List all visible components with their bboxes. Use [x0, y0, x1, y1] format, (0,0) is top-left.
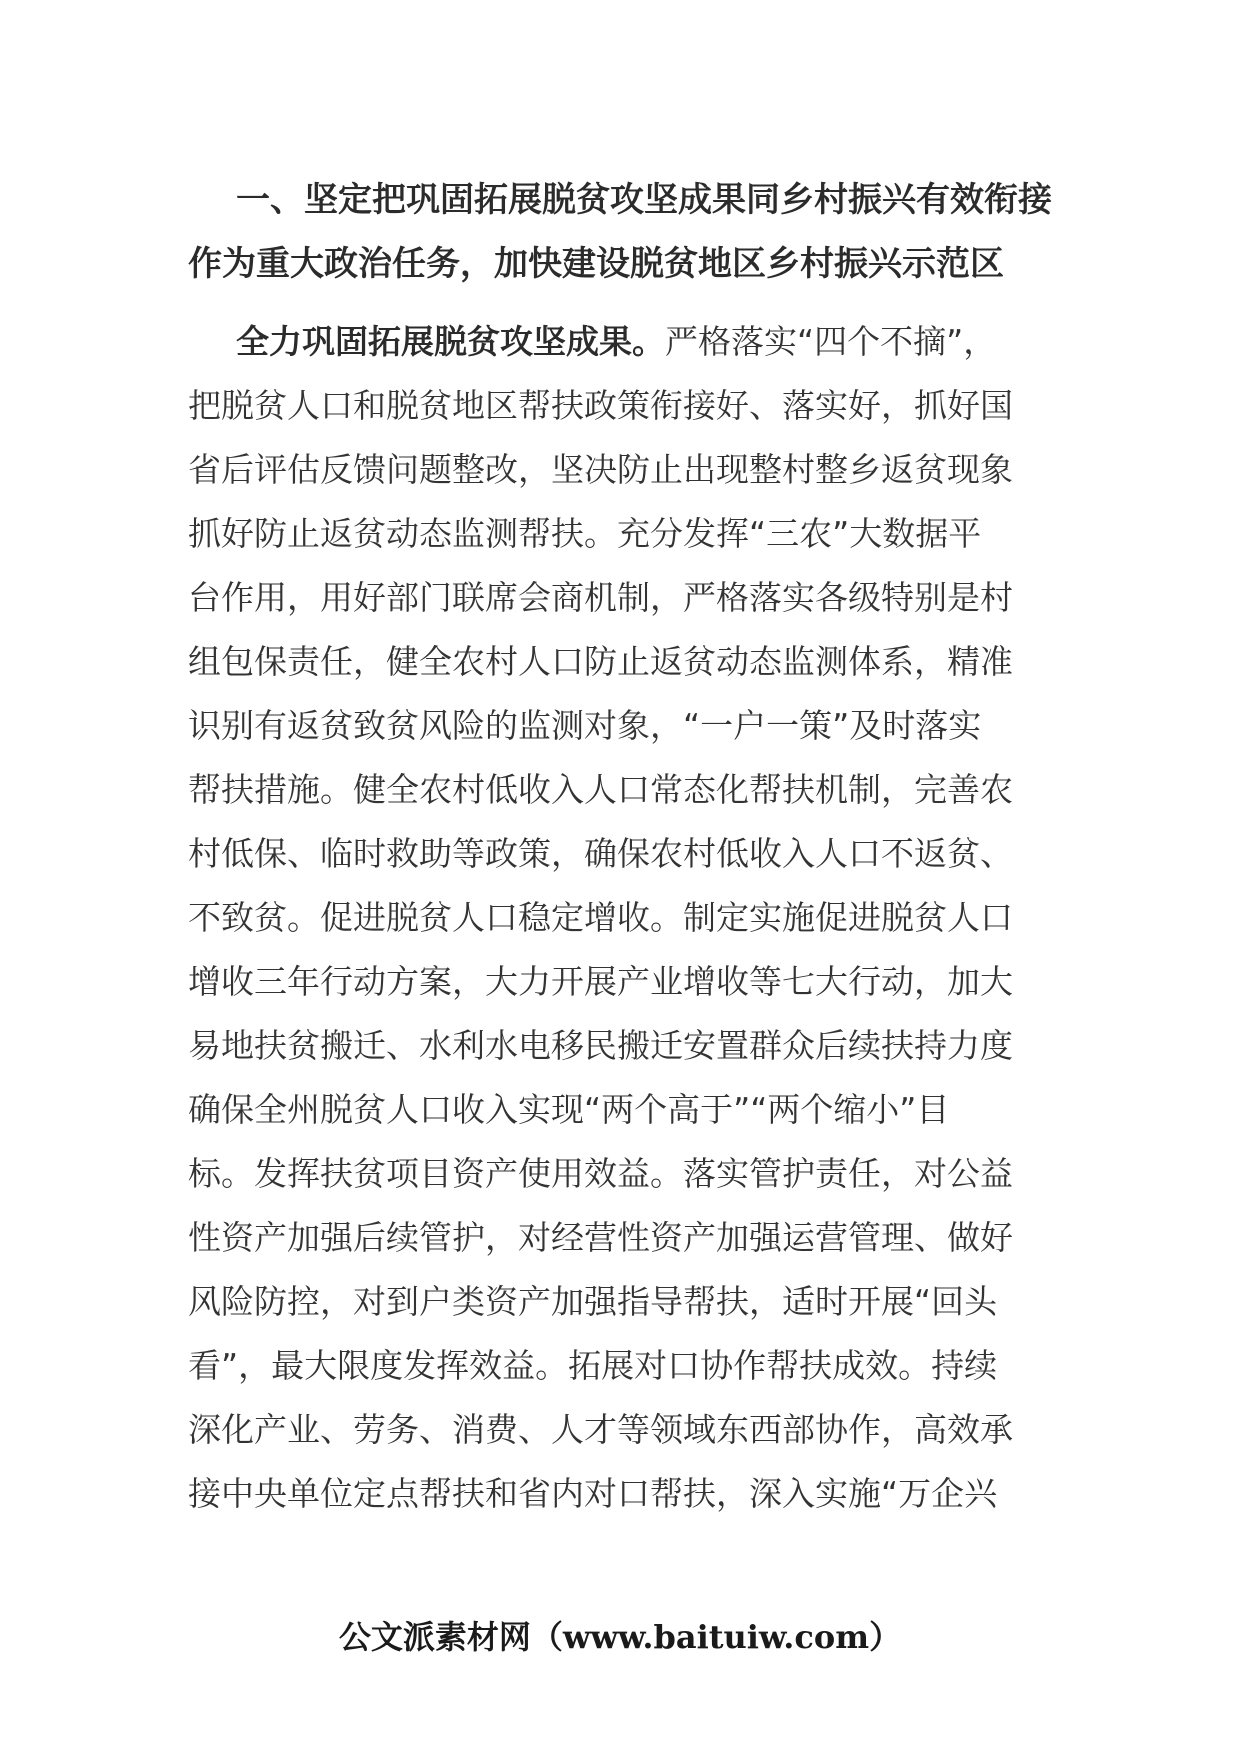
heading-line-1: 一、坚定把巩固拓展脱贫攻坚成果同乡村振兴有效衔接 [236, 180, 1052, 220]
paragraph-line: 识别有返贫致贫风险的监测对象，“一户一策”及时落实 [188, 706, 982, 745]
paragraph-line: 抓好防止返贫动态监测帮扶。充分发挥“三农”大数据平 [188, 514, 982, 553]
paragraph-first-line [188, 310, 1058, 374]
paragraph-line: 接中央单位定点帮扶和省内对口帮扶，深入实施“万企兴 [188, 1474, 998, 1513]
paragraph-line: 增收三年行动方案，大力开展产业增收等七大行动，加大 [188, 962, 1013, 1001]
paragraph-line: 风险防控，对到户类资产加强指导帮扶，适时开展“回头 [188, 1282, 998, 1321]
heading-line-2: 作为重大政治任务，加快建设脱贫地区乡村振兴示范区 [188, 244, 1004, 284]
paragraph-line: 看”，最大限度发挥效益。拓展对口协作帮扶成效。持续 [188, 1346, 998, 1385]
paragraph-line: 台作用，用好部门联席会商机制，严格落实各级特别是村 [188, 578, 1013, 617]
paragraph-line: 不致贫。促进脱贫人口稳定增收。制定实施促进脱贫人口 [188, 898, 1013, 937]
body-paragraph [188, 310, 1058, 1526]
paragraph-line: 易地扶贫搬迁、水利水电移民搬迁安置群众后续扶持力度 [188, 1026, 1013, 1065]
paragraph-line: 省后评估反馈问题整改，坚决防止出现整村整乡返贫现象 [188, 450, 1013, 489]
paragraph-lead-rest: 严格落实“四个不摘”， [665, 322, 997, 361]
paragraph-line: 性资产加强后续管护，对经营性资产加强运营管理、做好 [188, 1218, 1013, 1257]
paragraph-line: 确保全州脱贫人口收入实现“两个高于”“两个缩小”目 [188, 1090, 950, 1129]
footer-watermark-text: 公文派素材网（www.baituiw.com） [338, 1618, 902, 1656]
section-heading [188, 168, 1058, 296]
paragraph-line: 组包保责任，健全农村人口防止返贫动态监测体系，精准 [188, 642, 1013, 681]
paragraph-line: 把脱贫人口和脱贫地区帮扶政策衔接好、落实好，抓好国 [188, 386, 1013, 425]
paragraph-line: 深化产业、劳务、消费、人才等领域东西部协作，高效承 [188, 1410, 1013, 1449]
paragraph-lead-bold: 全力巩固拓展脱贫攻坚成果。 [236, 322, 665, 361]
paragraph-line: 村低保、临时救助等政策，确保农村低收入人口不返贫、 [188, 834, 1013, 873]
paragraph-line: 标。发挥扶贫项目资产使用效益。落实管护责任，对公益 [188, 1154, 1013, 1193]
paragraph-line: 帮扶措施。健全农村低收入人口常态化帮扶机制，完善农 [188, 770, 1013, 809]
